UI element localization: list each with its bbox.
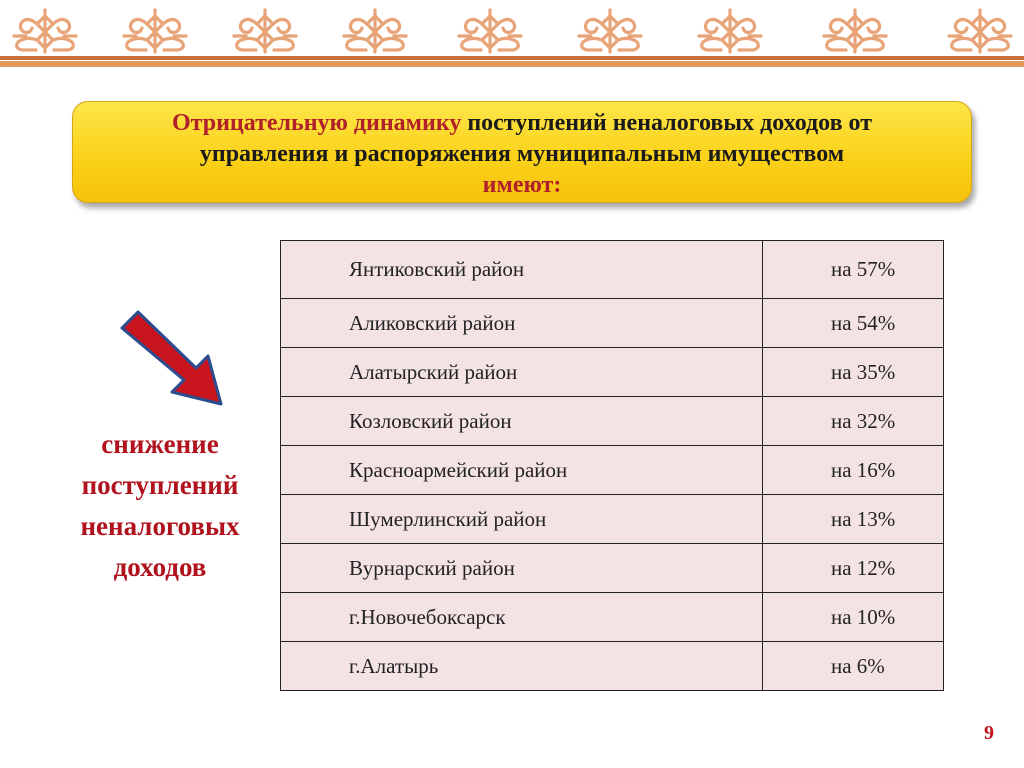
page-number: 9	[984, 722, 994, 744]
district-name: Аликовский район	[281, 299, 763, 348]
caption-line: неналоговых	[80, 511, 240, 541]
table-row	[281, 241, 944, 299]
banner-line-3: имеют:	[482, 172, 562, 198]
chuvash-ornament-icon	[575, 6, 645, 56]
banner-line-2: управления и распоряжения муниципальным имуществом	[199, 141, 845, 167]
district-name: г.Новочебоксарск	[281, 593, 763, 642]
district-decline-table	[280, 240, 944, 691]
table-row	[281, 446, 944, 495]
banner-line-1	[73, 108, 971, 139]
caption-line: доходов	[113, 552, 207, 582]
ornament-band	[0, 0, 1024, 62]
headline-banner	[72, 101, 972, 203]
banner-highlight: Отрицательную динамику	[171, 110, 462, 136]
chuvash-ornament-icon	[340, 6, 410, 56]
chuvash-ornament-icon	[820, 6, 890, 56]
chuvash-ornament-icon	[455, 6, 525, 56]
banner-line-1-rest: поступлений неналоговых доходов от	[461, 110, 873, 136]
decline-value: на 10%	[763, 593, 944, 642]
decline-caption	[50, 424, 270, 588]
table-row	[281, 642, 944, 691]
ornament-rule	[0, 61, 1024, 67]
decline-value: на 32%	[763, 397, 944, 446]
ornament-rule	[0, 56, 1024, 60]
district-name: Красноармейский район	[281, 446, 763, 495]
decline-value: на 54%	[763, 299, 944, 348]
chuvash-ornament-icon	[945, 6, 1015, 56]
table-row	[281, 397, 944, 446]
district-name: Шумерлинский район	[281, 495, 763, 544]
district-name: Козловский район	[281, 397, 763, 446]
decline-value: на 6%	[763, 642, 944, 691]
district-name: Янтиковский район	[281, 241, 763, 299]
caption-line: снижение	[101, 429, 219, 459]
caption-line: поступлений	[81, 470, 239, 500]
ornament-row	[0, 6, 1024, 56]
table-row	[281, 593, 944, 642]
decline-value: на 12%	[763, 544, 944, 593]
chuvash-ornament-icon	[695, 6, 765, 56]
table-row	[281, 348, 944, 397]
decline-value: на 35%	[763, 348, 944, 397]
down-right-arrow-icon	[112, 302, 242, 422]
decline-value: на 13%	[763, 495, 944, 544]
district-name: Вурнарский район	[281, 544, 763, 593]
district-name: Алатырский район	[281, 348, 763, 397]
chuvash-ornament-icon	[120, 6, 190, 56]
chuvash-ornament-icon	[10, 6, 80, 56]
decline-value: на 16%	[763, 446, 944, 495]
chuvash-ornament-icon	[230, 6, 300, 56]
table-row	[281, 544, 944, 593]
table-row	[281, 495, 944, 544]
table-row	[281, 299, 944, 348]
district-name: г.Алатырь	[281, 642, 763, 691]
decline-value: на 57%	[763, 241, 944, 299]
